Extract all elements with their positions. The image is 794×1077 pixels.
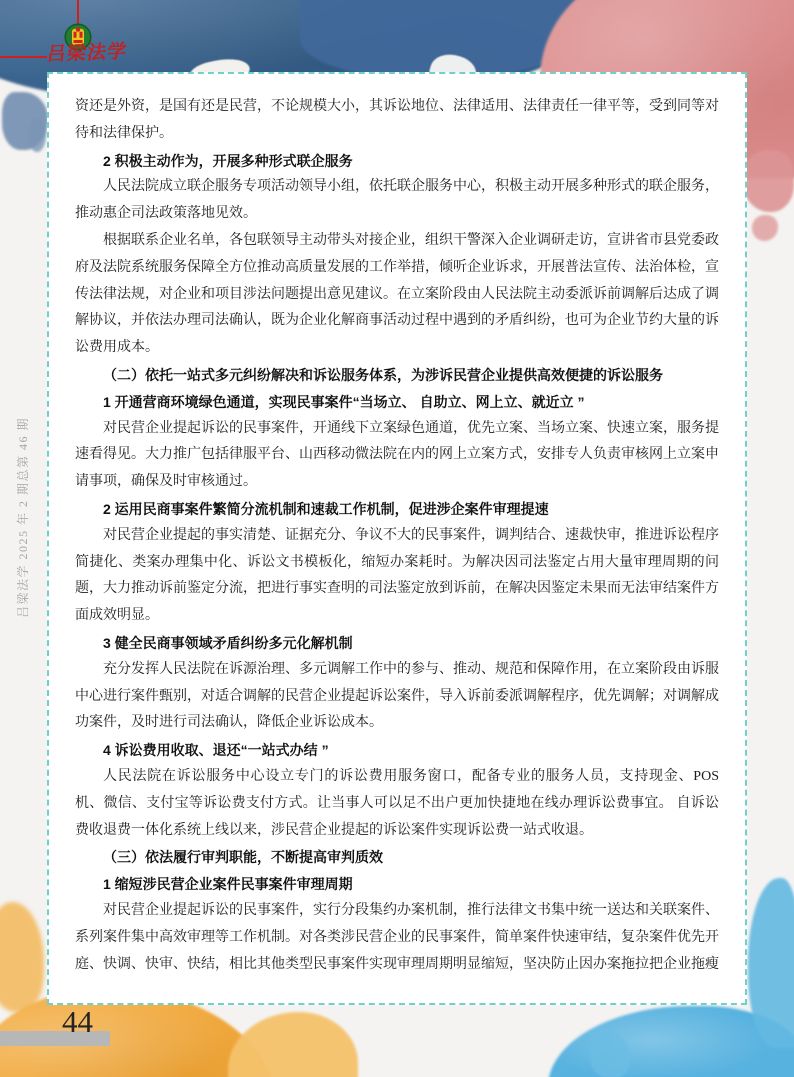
journal-masthead-title: 吕梁法学	[45, 41, 129, 66]
article-heading: 2 运用民商事案件繁简分流机制和速裁工作机制，促进涉企案件审理提速	[103, 500, 549, 517]
article-heading: （二）依托一站式多元纠纷解决和诉讼服务体系，为涉诉民营企业提供高效便捷的诉讼服务	[103, 366, 663, 383]
article-heading: 2 积极主动作为，开展多种形式联企服务	[103, 152, 353, 169]
article-heading: 3 健全民商事领域矛盾纠纷多元化解机制	[103, 634, 353, 651]
article-paragraph: 对民营企业提起的事实清楚、证据充分、争议不大的民事案件，调判结合、速裁快审，推进诉讼程序简捷化、类案办理集中化、诉讼文书模板化，缩短办案耗时。为解决因司法鉴定占用大量审理周期的问题，大力推动诉前鉴定分流，把进行事实查明的司法鉴定放到诉前，在解决因鉴定未果而无法审结案件方面成效明显。	[75, 527, 719, 624]
article-paragraph: 充分发挥人民法院在诉源治理、多元调解工作中的参与、推动、规范和保障作用，在立案阶段由诉服中心进行案件甄别，对适合调解的民营企业提起诉讼案件，导入诉前委派调解程序，优先调解；对调解成功案件，及时进行司法确认，降低企业诉讼成本。	[75, 661, 719, 731]
article-heading: （三）依法履行审判职能，不断提高审判质效	[103, 849, 383, 866]
article-paragraph: 对民营企业提起诉讼的民事案件，实行分段集约办案机制，推行法律文书集中统一送达和关联案件、系列案件集中高效审理等工作机制。对各类涉民营企业的民事案件，简单案件快速审结，复杂案件优先开庭、快调、快审、快结，相比其他类型民事案件实现审理周期明显缩短，坚决防止因办案拖拉把企业拖瘦	[75, 902, 719, 972]
article-paragraph: 根据联系企业名单，各包联领导主动带头对接企业，组织干警深入企业调研走访，宣讲省市县党委政府及法院系统服务保障全方位推动高质量发展的工作举措，倾听企业诉求，开展普法宣传、法治体检，宣传法律法规，对企业和项目涉法问题提出意见建议。在立案阶段由人民法院主动委派诉前调解后达成了调解协议，并依法办理司法确认，既为企业化解商事活动过程中遇到的矛盾纠纷，也可为企业节约大量的诉讼费用成本。	[75, 232, 719, 356]
watercolor-sky-blue-right-edge	[748, 878, 794, 1048]
content-box	[47, 72, 747, 1005]
page-number: 44	[62, 1004, 93, 1039]
spine-issue-text: 吕梁法学 2025 年 2 期总第 46 期	[16, 416, 30, 618]
folio-bar	[0, 1031, 110, 1046]
article-heading: 1 缩短涉民营企业案件民事案件审理周期	[103, 876, 353, 893]
masthead-horizontal-rule	[0, 56, 47, 58]
watercolor-blue-drip-2	[28, 118, 46, 152]
watercolor-orange-lobe	[228, 1012, 358, 1077]
article-heading: 1 开通营商环境绿色通道，实现民事案件“当场立、 自助立、网上立、就近立 ”	[103, 393, 585, 410]
watercolor-orange-left-edge	[0, 902, 44, 1012]
watercolor-pink-dot	[752, 215, 778, 241]
article-paragraph: 对民营企业提起诉讼的民事案件，开通线下立案绿色通道，优先立案、当场立案、快速立案，服务提速看得见。大力推广包括律服平台、山西移动微法院在内的网上立案方式，安排专人负责审核网上立案申请事项，确保及时审核通过。	[75, 420, 719, 490]
article-paragraph: 人民法院成立联企服务专项活动领导小组，依托联企服务中心，积极主动开展多种形式的联企服务，推动惠企司法政策落地见效。	[75, 179, 719, 222]
article-paragraph: 资还是外资，是国有还是民营，不论规模大小，其诉讼地位、法律适用、法律责任一律平等，受到同等对待和法律保护。	[75, 99, 719, 141]
article-heading: 4 诉讼费用收取、退还“一站式办结 ”	[103, 742, 329, 759]
article-paragraph: 人民法院在诉讼服务中心设立专门的诉讼费用服务窗口，配备专业的服务人员，支持现金、POS 机、微信、支付宝等诉讼费支付方式。让当事人可以足不出户更加快捷地在线办理诉讼费事宜。 自诉讼费收退费一体化系统上线以来，涉民营企业提起的诉讼案件实现诉讼费一站式收退。	[75, 768, 719, 838]
watercolor-pink-lobe	[742, 150, 794, 212]
article	[75, 94, 719, 983]
